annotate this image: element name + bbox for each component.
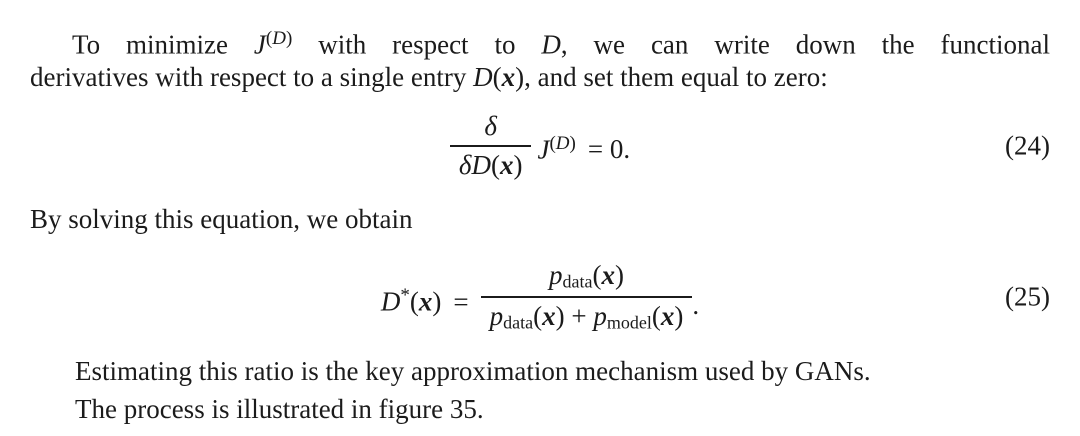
math-x-vector: x [499,150,514,180]
delta-symbol: δ [484,111,497,141]
equation-period: . [692,289,700,320]
p1-text-c: , we can write down the functional [560,29,1050,60]
math-J: J [537,134,550,165]
equation-24-number: (24) [1005,130,1050,161]
math-x-vector: x [542,301,556,331]
equals-zero: = 0. [587,133,631,164]
equation-25-number: (25) [1005,281,1050,312]
math-D: D [380,286,401,317]
paragraph-solving [30,200,1050,238]
math-J: J [253,29,266,60]
data-subscript: data [503,312,534,333]
math-x-vector: x [501,62,516,92]
p1-text-e: , and set them equal to zero: [524,62,828,92]
model-subscript: model [606,312,652,333]
math-p: p [548,260,563,291]
equation-25 [381,262,699,331]
paragraph-1-line-2: derivatives with respect to a single entry D(x), and set them equal to zero: [30,62,828,92]
paragraph-minimize [30,20,1050,96]
ratio-fraction [481,262,693,331]
math-x-vector: x [418,286,433,317]
data-subscript: data [562,272,593,292]
math-p: p [593,301,607,331]
fraction-denominator: pdata(x) + pmodel(x) [481,296,693,332]
equation-24-row [30,106,1050,186]
paragraph-3-line-1: Estimating this ratio is the key approximation mechanism used by GANs. [75,356,871,386]
math-D: D [541,29,561,60]
equation-24 [450,113,630,179]
math-J-superscript: (D) [265,28,293,49]
p1-text-a: To minimize [72,29,254,60]
paragraph-3-line-2: The process is illustrated in figure 35. [75,394,484,424]
paragraph-estimating [75,352,1050,428]
delta-symbol: δ [458,150,472,180]
p1-text-b: with respect to [292,29,542,60]
optimal-discriminator-lhs: D*(x) = [380,285,469,317]
math-p: p [489,301,504,331]
math-x-vector: x [601,260,615,291]
plus-sign: + [564,301,594,331]
fraction-numerator: pdata(x) [548,260,624,292]
equals-sign: = [453,286,469,317]
star-superscript: * [400,285,410,307]
math-J-superscript: (D) [549,133,576,155]
equation-25-row [30,250,1050,344]
p1-text-d: derivatives with respect to a single entry [30,62,474,92]
paragraph-1-line-1 [30,20,1050,58]
math-x-vector: x [660,301,675,331]
fraction-denominator: δD(x) [450,145,532,179]
functional-derivative-fraction [450,113,532,179]
paragraph-2-line: By solving this equation, we obtain [30,204,413,234]
objective-term [537,134,575,164]
fraction-numerator [450,113,532,145]
math-D: D [473,62,493,92]
math-D: D [471,150,491,180]
